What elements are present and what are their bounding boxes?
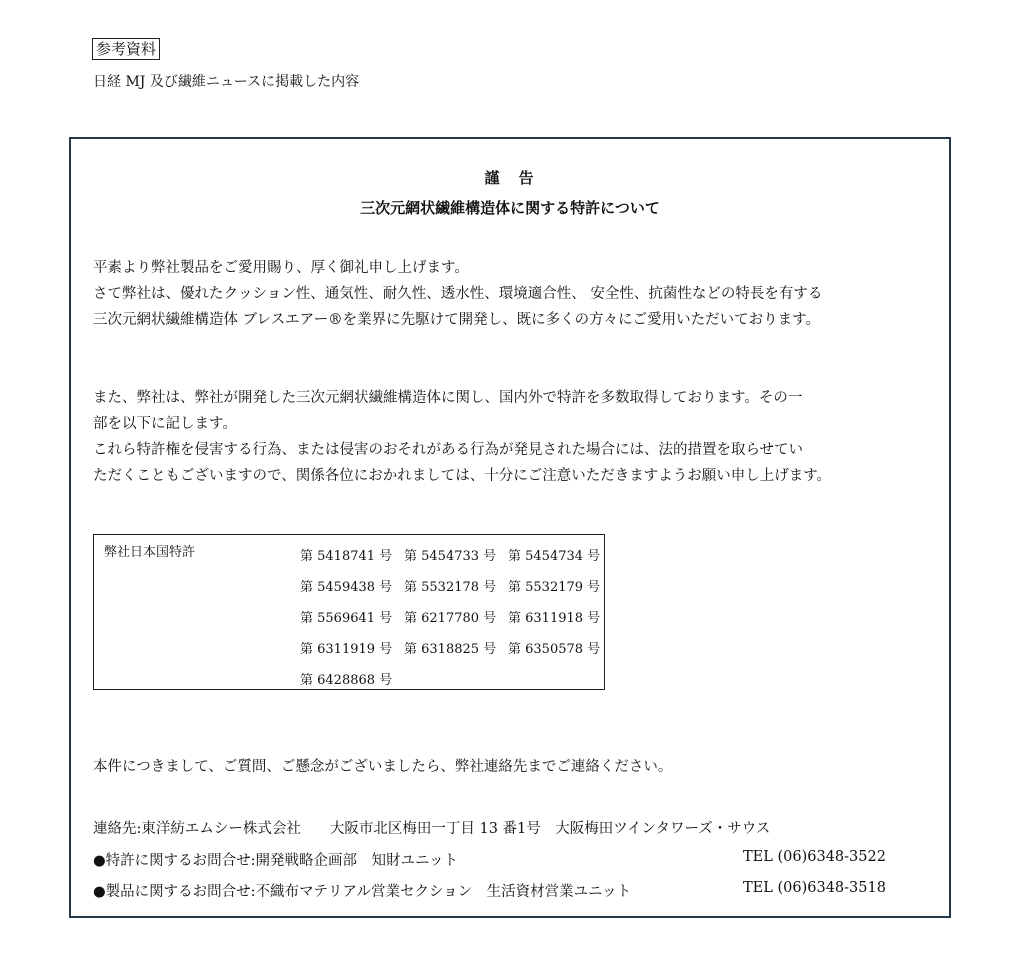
patent-number: 第 5532178 号	[404, 580, 497, 595]
reference-label: 参考資料	[92, 38, 160, 60]
intro-paragraph	[93, 255, 943, 333]
intro-line: 平素より弊社製品をご愛用賜り、厚く御礼申し上げます。	[93, 260, 469, 276]
patent-number: 第 6428868 号	[300, 673, 393, 688]
warning-line: ただくこともございますので、関係各位におかれましては、十分にご注意いただきますようお願い申し上げます。	[93, 468, 832, 484]
notice-subtitle: 三次元網状繊維構造体に関する特許について	[360, 199, 660, 217]
patent-number: 第 6350578 号	[508, 642, 601, 657]
patent-number: 第 6318825 号	[404, 642, 497, 657]
patent-list-box	[93, 534, 605, 690]
patent-list-label: 弊社日本国特許	[104, 545, 196, 560]
patent-number: 第 5454734 号	[508, 549, 601, 564]
warning-line: これら特許権を侵害する行為、または侵害のおそれがある行為が発見された場合には、法的措置を取らせてい	[93, 442, 804, 458]
publication-note: 日経 MJ 及び繊維ニュースに掲載した内容	[93, 74, 360, 90]
closing-text: 本件につきまして、ご質問、ご懸念がございましたら、弊社連絡先までご連絡ください。	[93, 759, 673, 775]
patent-number: 第 5459438 号	[300, 580, 393, 595]
patent-number: 第 5454733 号	[404, 549, 497, 564]
patent-inquiry-tel: TEL (06)6348-3522	[743, 849, 886, 865]
patent-number: 第 6311919 号	[300, 642, 393, 657]
patent-number-grid	[300, 541, 612, 696]
warning-line: 部を以下に記します。	[93, 416, 237, 432]
contact-company: 連絡先:東洋紡エムシー株式会社 大阪市北区梅田一丁目 13 番1号 大阪梅田ツインタワーズ・サウス	[93, 821, 771, 837]
patent-number: 第 6217780 号	[404, 611, 497, 626]
notice-box	[69, 137, 951, 918]
patent-number: 第 5532179 号	[508, 580, 601, 595]
warning-line: また、弊社は、弊社が開発した三次元網状繊維構造体に関し、国内外で特許を多数取得しております。その一	[93, 390, 803, 406]
patent-inquiry: ●特許に関するお問合せ:開発戦略企画部 知財ユニット	[93, 853, 458, 869]
product-inquiry-tel: TEL (06)6348-3518	[743, 880, 886, 896]
patent-number: 第 5569641 号	[300, 611, 393, 626]
product-inquiry: ●製品に関するお問合せ:不織布マテリアル営業セクション 生活資材営業ユニット	[93, 884, 632, 900]
patent-number: 第 6311918 号	[508, 611, 601, 626]
warning-paragraph	[93, 385, 943, 489]
notice-title: 謹 告	[484, 169, 536, 187]
patent-number: 第 5418741 号	[300, 549, 393, 564]
intro-line: 三次元網状繊維構造体 ブレスエアー®を業界に先駆けて開発し、既に多くの方々にご愛用いただいております。	[93, 312, 820, 328]
intro-line: さて弊社は、優れたクッション性、通気性、耐久性、透水性、環境適合性、 安全性、抗菌性などの特長を有する	[93, 286, 823, 302]
